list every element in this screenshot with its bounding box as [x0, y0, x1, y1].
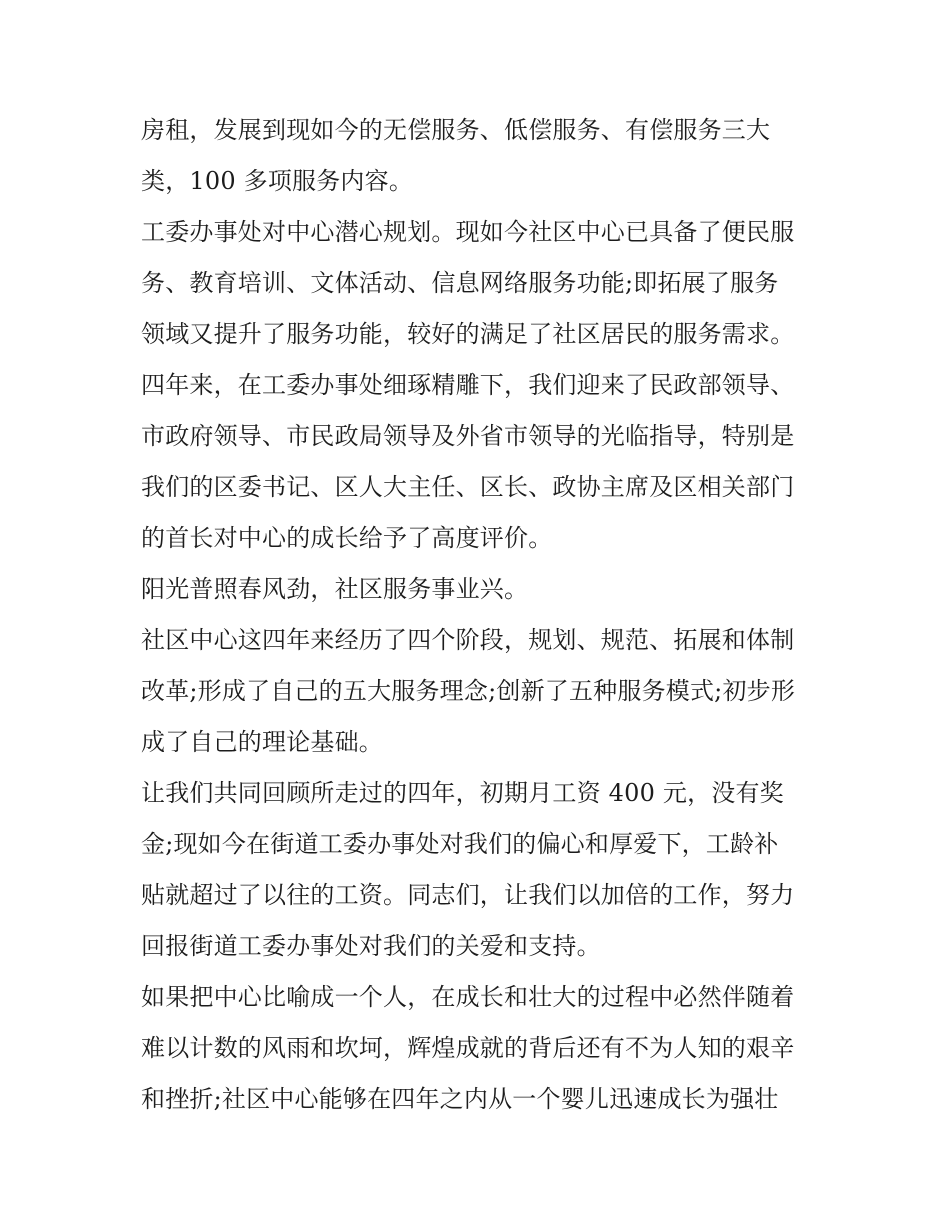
text-line: 回报街道工委办事处对我们的关爱和支持。: [141, 932, 601, 960]
text-line: 社区中心这四年来经历了四个阶段，规划、规范、拓展和体制: [141, 626, 795, 654]
text-line: 阳光普照春风劲，社区服务事业兴。: [141, 575, 529, 603]
text-line: 难以计数的风雨和坎坷，辉煌成就的背后还有不为人知的艰辛: [141, 1034, 795, 1062]
text-line: 类，100 多项服务内容。: [141, 167, 414, 195]
text-line: 改革;形成了自己的五大服务理念;创新了五种服务模式;初步形: [141, 677, 796, 705]
text-line: 的首长对中心的成长给予了高度评价。: [141, 524, 553, 552]
text-line: 金;现如今在街道工委办事处对我们的偏心和厚爱下，工龄补: [141, 830, 779, 858]
body-text: [141, 105, 821, 1125]
text-line: 工委办事处对中心潜心规划。现如今社区中心已具备了便民服: [141, 218, 795, 246]
text-line: 四年来，在工委办事处细琢精雕下，我们迎来了民政部领导、: [141, 371, 795, 399]
text-line: 市政府领导、市民政局领导及外省市领导的光临指导，特别是: [141, 422, 795, 450]
text-line: 贴就超过了以往的工资。同志们，让我们以加倍的工作，努力: [141, 881, 795, 909]
text-line: 如果把中心比喻成一个人，在成长和壮大的过程中必然伴随着: [141, 983, 795, 1011]
text-line: 领域又提升了服务功能，较好的满足了社区居民的服务需求。: [141, 320, 795, 348]
text-line: 和挫折;社区中心能够在四年之内从一个婴儿迅速成长为强壮: [141, 1085, 779, 1113]
text-line: 让我们共同回顾所走过的四年，初期月工资 400 元，没有奖: [141, 779, 784, 807]
text-line: 成了自己的理论基础。: [141, 728, 383, 756]
text-line: 房租，发展到现如今的无偿服务、低偿服务、有偿服务三大: [141, 116, 771, 144]
text-line: 我们的区委书记、区人大主任、区长、政协主席及区相关部门: [141, 473, 795, 501]
text-line: 务、教育培训、文体活动、信息网络服务功能;即拓展了服务: [141, 269, 779, 297]
